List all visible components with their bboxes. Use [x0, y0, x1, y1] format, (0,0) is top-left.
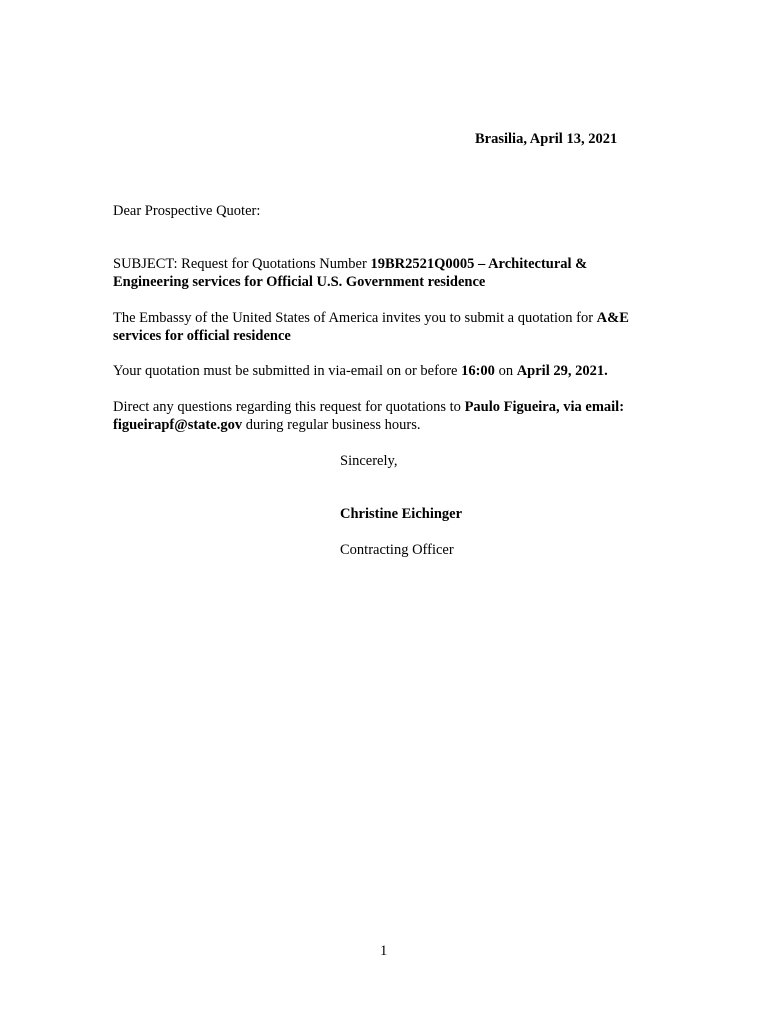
salutation: Dear Prospective Quoter:	[113, 203, 261, 219]
subject-line-1	[113, 255, 587, 273]
contact-text-2: during regular business hours.	[242, 417, 421, 433]
deadline-date: April 29, 2021.	[516, 363, 608, 379]
closing: Sincerely,	[340, 453, 398, 469]
deadline-text-2: on	[494, 363, 517, 379]
contact-text-1: Direct any questions regarding this request for quotations to	[113, 399, 465, 415]
subject-line-2: Engineering services for Official U.S. Government residence	[113, 274, 486, 290]
subject-prefix: SUBJECT: Request for Quotations Number	[113, 256, 371, 272]
page-number: 1	[380, 943, 388, 959]
paragraph-invitation-line-2: services for official residence	[113, 328, 291, 344]
paragraph-deadline	[113, 362, 608, 380]
subject-rfq-number: 19BR2521Q0005 – Architectural &	[370, 256, 588, 272]
paragraph-invitation-line-1	[113, 309, 629, 327]
invitation-text: The Embassy of the United States of America invites you to submit a quotation for	[113, 310, 597, 326]
signer-name: Christine Eichinger	[340, 506, 463, 522]
contact-name: Paulo Figueira, via email:	[464, 399, 625, 415]
invitation-service-bold: A&E	[596, 310, 629, 326]
deadline-time: 16:00	[461, 363, 495, 379]
contact-email: figueirapf@state.gov	[113, 417, 243, 433]
signer-title: Contracting Officer	[340, 542, 454, 558]
letter-date: Brasilia, April 13, 2021	[475, 131, 618, 147]
deadline-text-1: Your quotation must be submitted in via-email on or before	[113, 363, 462, 379]
paragraph-contact-line-2	[113, 416, 420, 434]
paragraph-contact-line-1	[113, 398, 624, 416]
